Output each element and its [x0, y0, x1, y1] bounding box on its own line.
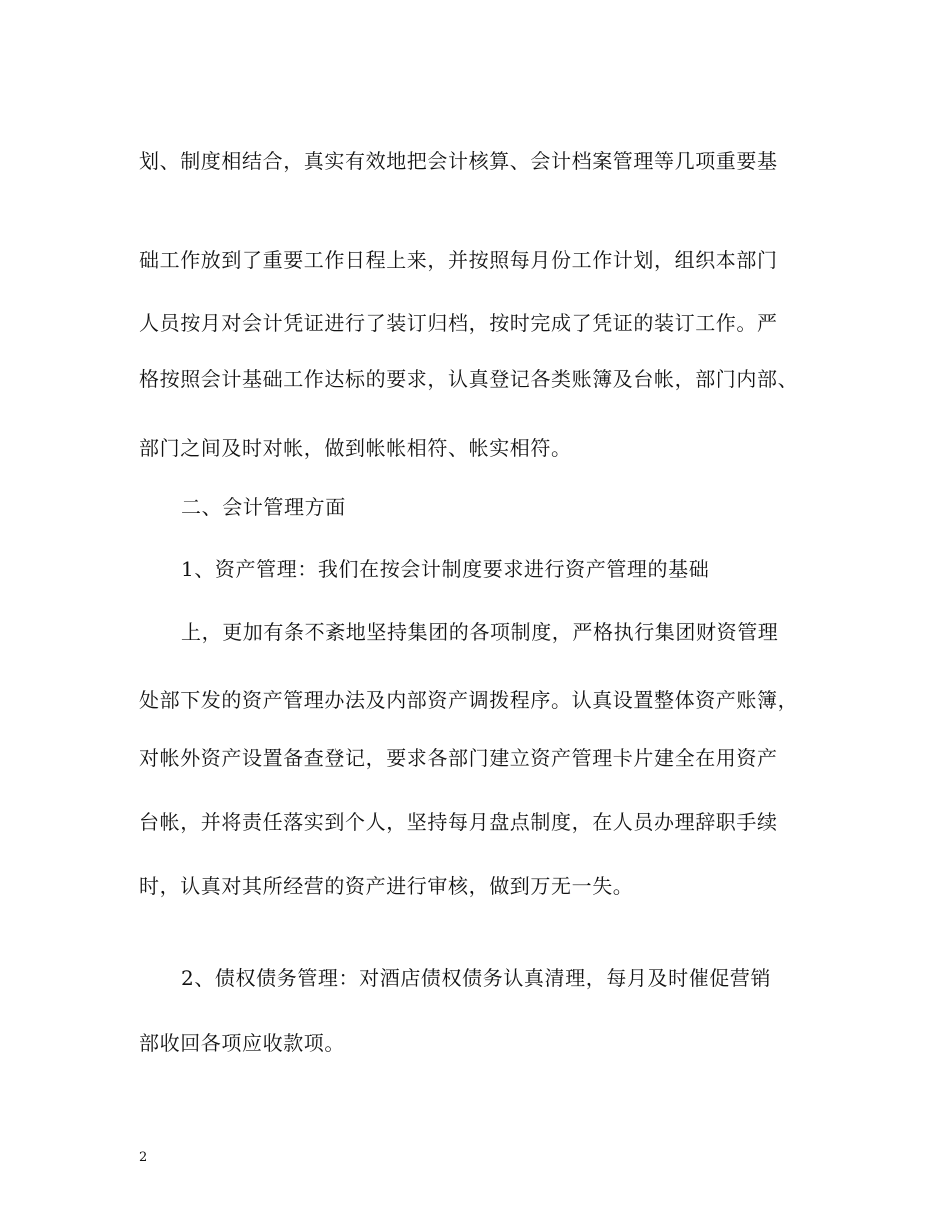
- paragraph-line-14: 部收回各项应收款项。: [139, 1031, 345, 1055]
- section-heading: 二、会计管理方面: [181, 495, 346, 519]
- paragraph-line-2: 础工作放到了重要工作日程上来，并按照每月份工作计划，组织本部门: [139, 248, 778, 272]
- paragraph-line-11: 台帐，并将责任落实到个人，坚持每月盘点制度，在人员办理辞职手续: [139, 810, 778, 834]
- paragraph-line-3: 人员按月对会计凭证进行了装订归档，按时完成了凭证的装订工作。严: [139, 311, 778, 335]
- paragraph-line-8: 上，更加有条不紊地坚持集团的各项制度，严格执行集团财资管理: [181, 620, 779, 644]
- paragraph-line-10: 对帐外资产设置备查登记，要求各部门建立资产管理卡片建全在用资产: [139, 746, 778, 770]
- paragraph-line-12: 时，认真对其所经营的资产进行审核，做到万无一失。: [139, 874, 634, 898]
- page-number: 2: [139, 1150, 148, 1165]
- paragraph-line-13: 2、债权债务管理：对酒店债权债务认真清理，每月及时催促营销: [181, 966, 772, 990]
- paragraph-line-5: 部门之间及时对帐，做到帐帐相符、帐实相符。: [139, 436, 572, 460]
- paragraph-line-9: 处部下发的资产管理办法及内部资产调拨程序。认真设置整体资产账簿，: [139, 688, 799, 712]
- paragraph-line-7: 1、资产管理：我们在按会计制度要求进行资产管理的基础: [181, 557, 710, 581]
- paragraph-line-1: 划、制度相结合，真实有效地把会计核算、会计档案管理等几项重要基: [139, 149, 778, 173]
- paragraph-line-4: 格按照会计基础工作达标的要求，认真登记各类账簿及台帐，部门内部、: [139, 367, 799, 391]
